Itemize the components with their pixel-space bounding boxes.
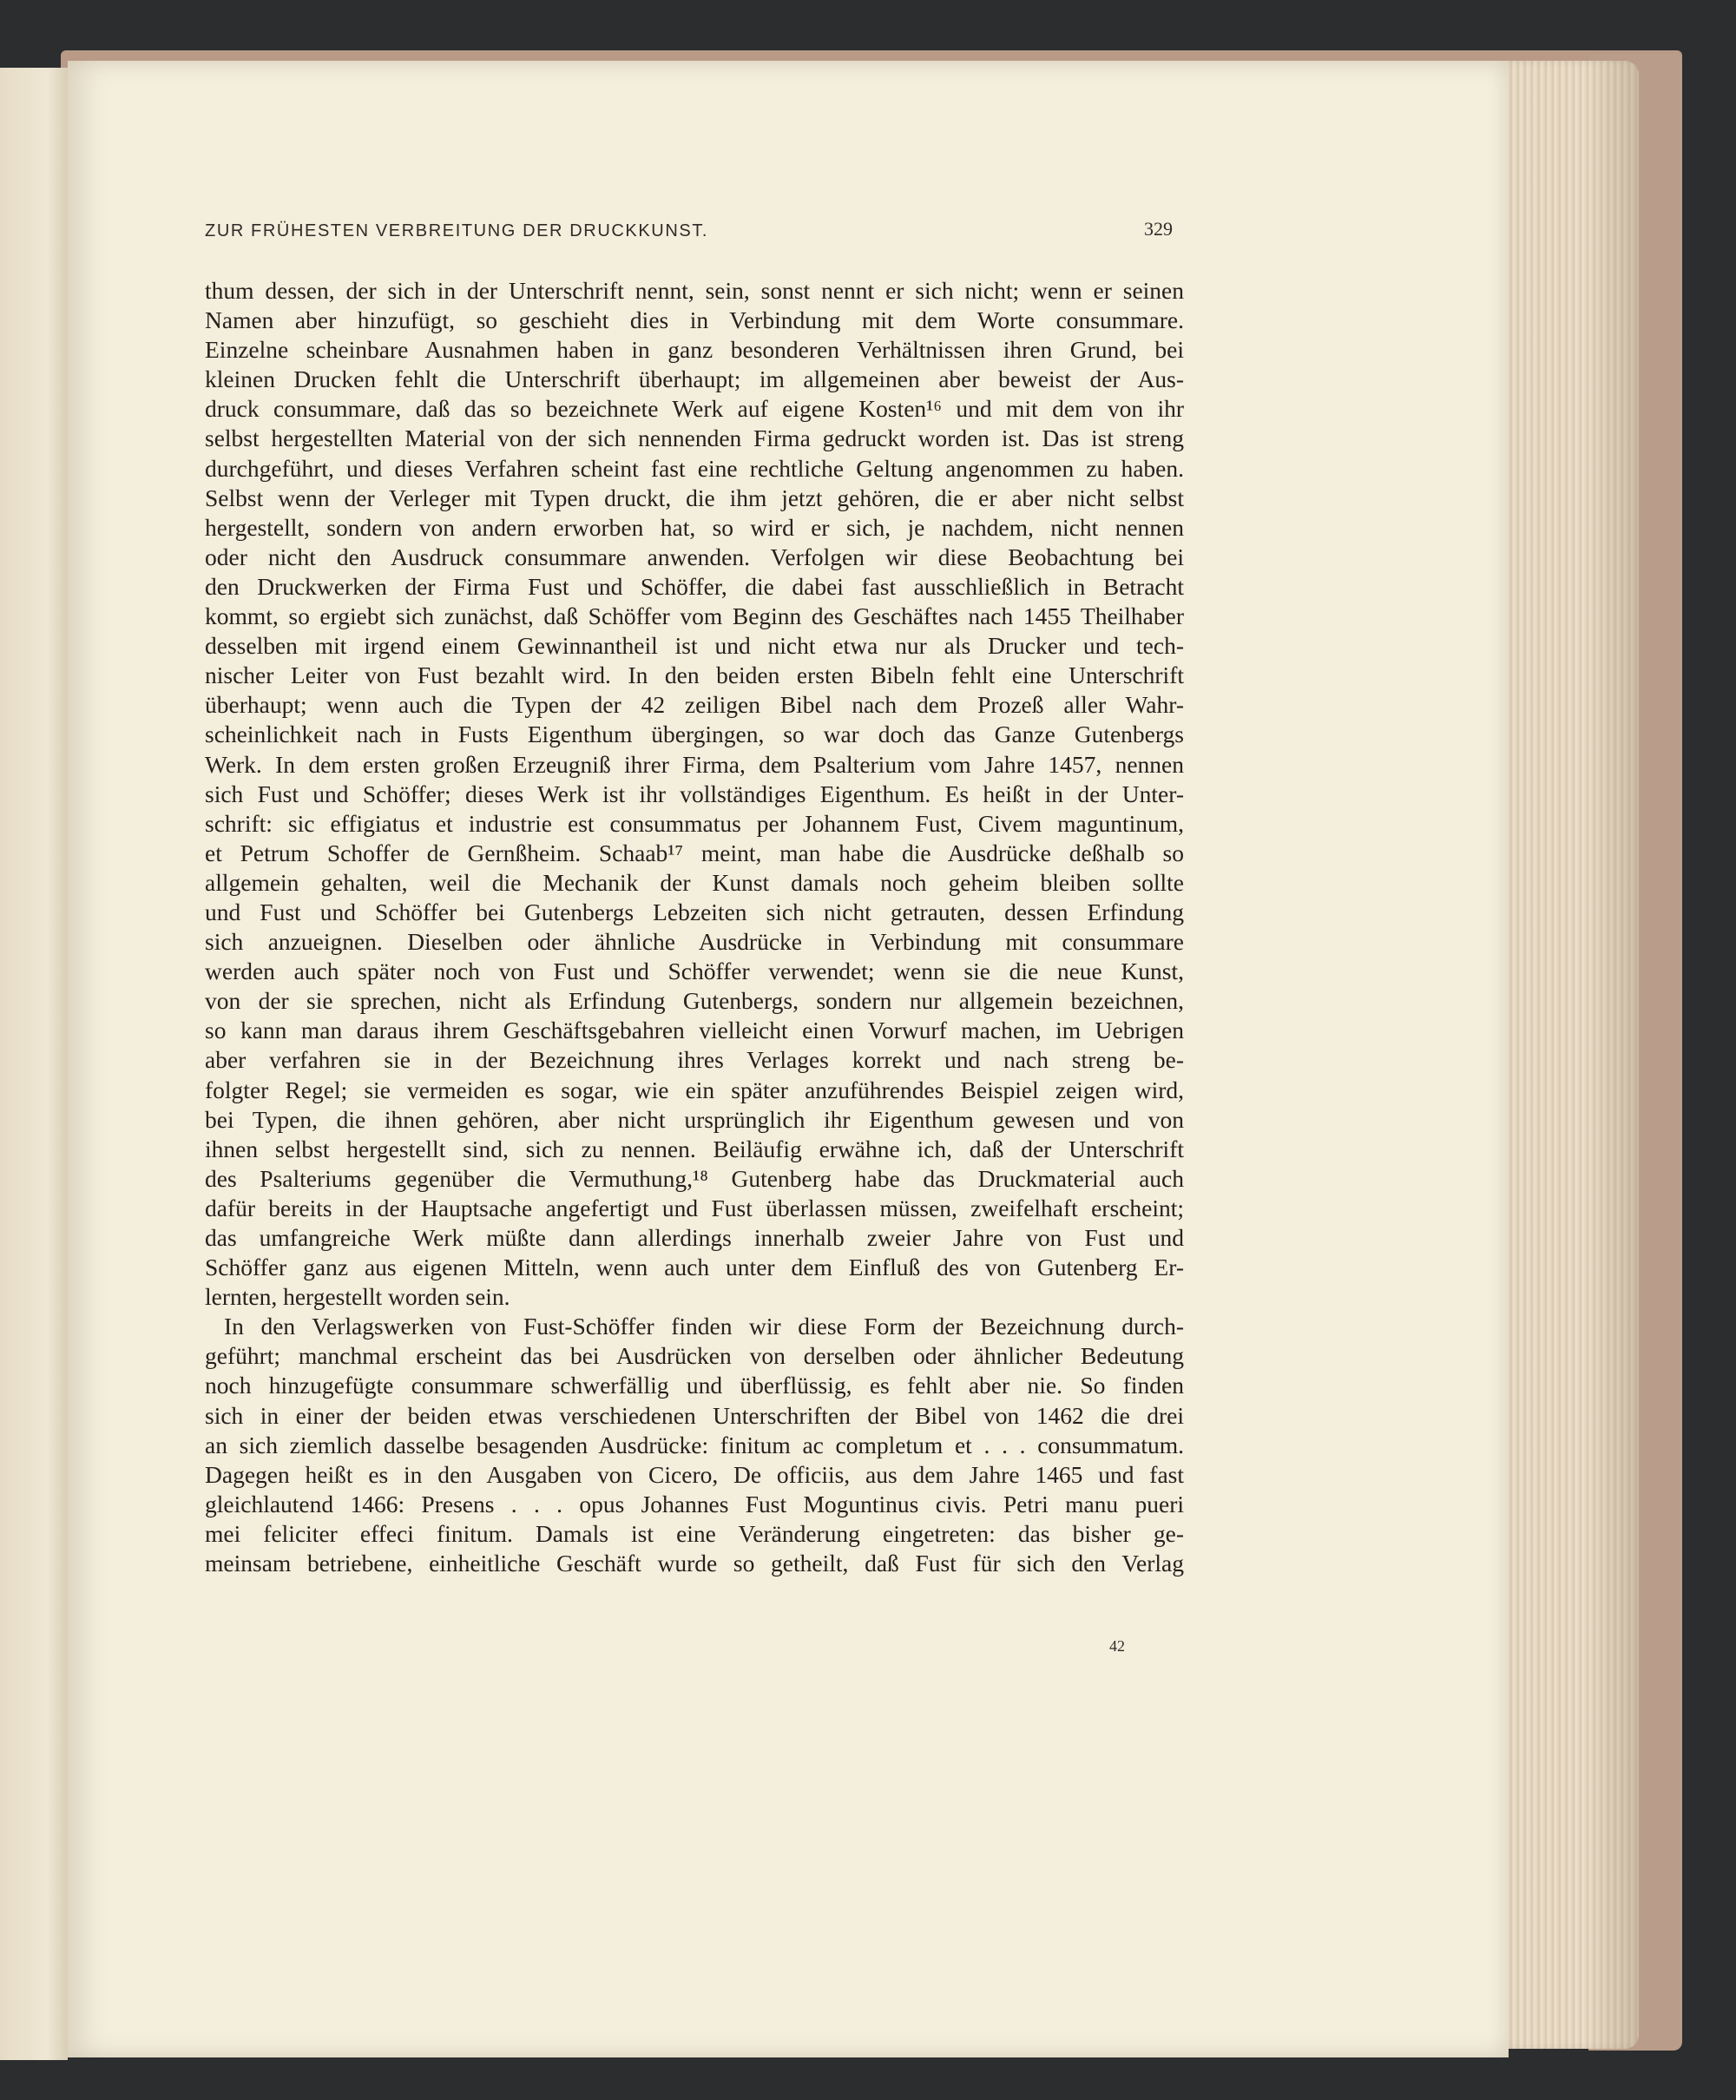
text-line: Einzelne scheinbare Ausnahmen haben in ganz besonderen Verhältnissen ihren Grund, bei — [205, 336, 1184, 364]
text-line: werden auch später noch von Fust und Schöffer verwendet; wenn sie die neue Kunst, — [205, 958, 1184, 985]
text-line: durchgeführt, und dieses Verfahren scheint fast eine rechtliche Geltung angenommen zu haben. — [205, 454, 1184, 482]
text-line: sich anzueignen. Dieselben oder ähnliche Ausdrücke in Verbindung mit consummare — [205, 928, 1184, 956]
text-line: den Druckwerken der Firma Fust und Schöffer, die dabei fast ausschließlich in Betracht — [205, 572, 1184, 600]
text-line: an sich ziemlich dasselbe besagenden Ausdrücke: finitum ac completum et . . . consummatum. — [205, 1431, 1184, 1458]
text-line: gleichlautend 1466: Presens . . . opus Johannes Fust Moguntinus civis. Petri manu pueri — [205, 1490, 1184, 1517]
text-line: Namen aber hinzufügt, so geschieht dies in Verbindung mit dem Worte consummare. — [205, 306, 1184, 334]
text-line: mei feliciter effeci finitum. Damals ist eine Veränderung eingetreten: das bisher ge- — [205, 1519, 1184, 1547]
text-line: das umfangreiche Werk müßte dann allerdings innerhalb zweier Jahre von Fust und — [205, 1224, 1184, 1251]
left-page-margin — [0, 68, 68, 2060]
page-number: 329 — [1144, 218, 1173, 240]
text-line: kommt, so ergiebt sich zunächst, daß Schöffer vom Beginn des Geschäftes nach 1455 Theilhaber — [205, 602, 1184, 630]
text-line: selbst hergestellten Material von der sich nennenden Firma gedruckt worden ist. Das ist streng — [205, 425, 1184, 452]
signature-mark: 42 — [1109, 1637, 1125, 1655]
text-line: schrift: sic effigiatus et industrie est consummatus per Johannem Fust, Civem maguntinum, — [205, 809, 1184, 837]
text-line: bei Typen, die ihnen gehören, aber nicht ursprünglich ihr Eigenthum gewesen und von — [205, 1105, 1184, 1133]
text-line: nischer Leiter von Fust bezahlt wird. In den beiden ersten Bibeln fehlt eine Unterschrift — [205, 662, 1184, 689]
text-line: noch hinzugefügte consummare schwerfällig und überflüssig, es fehlt aber nie. So finden — [205, 1372, 1184, 1399]
page-edges — [1500, 61, 1639, 2049]
text-line: überhaupt; wenn auch die Typen der 42 zeiligen Bibel nach dem Prozeß aller Wahr- — [205, 691, 1184, 719]
text-line: sich Fust und Schöffer; dieses Werk ist ihr vollständiges Eigenthum. Es heißt in der Unter- — [205, 780, 1184, 807]
text-line: et Petrum Schoffer de Gernßheim. Schaab¹⁷ meint, man habe die Ausdrücke deßhalb so — [205, 839, 1184, 866]
text-line: allgemein gehalten, weil die Mechanik der Kunst damals noch geheim bleiben sollte — [205, 868, 1184, 896]
text-line: meinsam betriebene, einheitliche Geschäft wurde so getheilt, daß Fust für sich den Verlag — [205, 1550, 1184, 1577]
text-line: geführt; manchmal erscheint das bei Ausdrücken von derselben oder ähnlicher Bedeutung — [205, 1342, 1184, 1370]
text-line: Schöffer ganz aus eigenen Mitteln, wenn auch unter dem Einfluß des von Gutenberg Er- — [205, 1254, 1184, 1281]
text-line: folgter Regel; sie vermeiden es sogar, wie ein später anzuführendes Beispiel zeigen wird, — [205, 1076, 1184, 1103]
text-line: so kann man daraus ihrem Geschäftsgebahren vielleicht einen Vorwurf machen, im Uebrigen — [205, 1017, 1184, 1044]
text-line: oder nicht den Ausdruck consummare anwenden. Verfolgen wir diese Beobachtung bei — [205, 543, 1184, 570]
text-line: kleinen Drucken fehlt die Unterschrift überhaupt; im allgemeinen aber beweist der Aus- — [205, 365, 1184, 393]
text-line: des Psalteriums gegenüber die Vermuthung,¹⁸ Gutenberg habe das Druckmaterial auch — [205, 1164, 1184, 1192]
text-line: und Fust und Schöffer bei Gutenbergs Lebzeiten sich nicht getrauten, dessen Erfindung — [205, 898, 1184, 925]
text-line: dafür bereits in der Hauptsache angefertigt und Fust überlassen müssen, zweifelhaft erscheint; — [205, 1194, 1184, 1221]
text-line: Werk. In dem ersten großen Erzeugniß ihrer Firma, dem Psalterium vom Jahre 1457, nennen — [205, 750, 1184, 778]
text-line: desselben mit irgend einem Gewinnantheil ist und nicht etwa nur als Drucker und tech- — [205, 632, 1184, 660]
text-line: In den Verlagswerken von Fust-Schöffer finden wir diese Form der Bezeichnung durch- — [224, 1313, 1184, 1340]
text-line: lernten, hergestellt worden sein. — [205, 1283, 510, 1311]
text-line: ihnen selbst hergestellt sind, sich zu nennen. Beiläufig erwähne ich, daß der Unterschrift — [205, 1135, 1184, 1162]
body-text — [205, 276, 1184, 1578]
text-line: Selbst wenn der Verleger mit Typen druckt, die ihm jetzt gehören, die er aber nicht selbst — [205, 484, 1184, 511]
running-head: ZUR FRÜHESTEN VERBREITUNG DER DRUCKKUNST. — [205, 221, 709, 240]
text-line: sich in einer der beiden etwas verschiedenen Unterschriften der Bibel von 1462 die drei — [205, 1401, 1184, 1429]
text-line: aber verfahren sie in der Bezeichnung ihres Verlages korrekt und nach streng be- — [205, 1046, 1184, 1074]
text-line: von der sie sprechen, nicht als Erfindung Gutenbergs, sondern nur allgemein bezeichnen, — [205, 987, 1184, 1015]
text-line: thum dessen, der sich in der Unterschrift nennt, sein, sonst nennt er sich nicht; wenn er seinen — [205, 277, 1184, 304]
page-header — [205, 218, 1177, 256]
text-line: Dagegen heißt es in den Ausgaben von Cicero, De officiis, aus dem Jahre 1465 und fast — [205, 1460, 1184, 1488]
text-line: scheinlichkeit nach in Fusts Eigenthum übergingen, so war doch das Ganze Gutenbergs — [205, 721, 1184, 748]
text-line: druck consummare, daß das so bezeichnete Werk auf eigene Kosten¹⁶ und mit dem von ihr — [205, 395, 1184, 423]
text-line: hergestellt, sondern von andern erworben hat, so wird er sich, je nachdem, nicht nennen — [205, 513, 1184, 541]
